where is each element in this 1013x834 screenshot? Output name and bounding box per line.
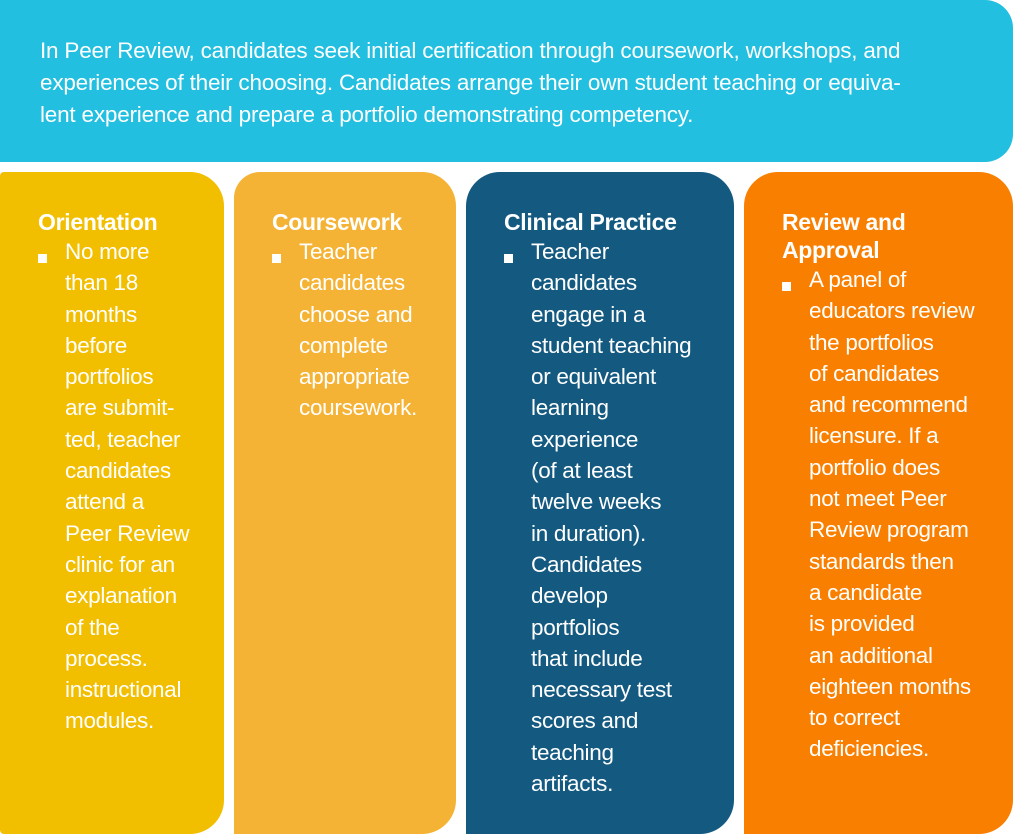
stage-description: A panel of educators review the portfolios of candidates and recommend licensure. If a portfolio does not meet Peer Review program standards then a candidate is provided an additional eighteen months to correct deficiencies. (809, 267, 975, 762)
stage-card-orientation (0, 172, 224, 834)
stage-title: Review and Approval (782, 209, 906, 263)
stage-card-clinical-practice (466, 172, 734, 834)
stage-card-review-and-approval (744, 172, 1013, 834)
intro-text: In Peer Review, candidates seek initial certification through coursework, workshops, and experiences of their choosing. Candidates arrange their own student teaching or equiva- lent experience and prepare a portfolio demonstrating competency. (40, 38, 901, 127)
bullet-icon (272, 254, 281, 263)
stage-title: Clinical Practice (504, 209, 677, 235)
stage-card-coursework (234, 172, 456, 834)
bullet-icon (38, 254, 47, 263)
intro-banner (0, 0, 1013, 162)
stage-title: Orientation (38, 209, 158, 235)
stage-title: Coursework (272, 209, 402, 235)
bullet-icon (504, 254, 513, 263)
bullet-icon (782, 282, 791, 291)
stage-description: Teacher candidates engage in a student teaching or equivalent learning experience (of at least twelve weeks in duration). Candidates develop portfolios that include necessary test scores and teaching artifacts. (531, 239, 692, 797)
stage-description: No more than 18 months before portfolios are submit- ted, teacher candidates attend a Peer Review clinic for an explanation of the process. instructional modules. (65, 239, 190, 734)
stage-description: Teacher candidates choose and complete appropriate coursework. (299, 239, 417, 421)
